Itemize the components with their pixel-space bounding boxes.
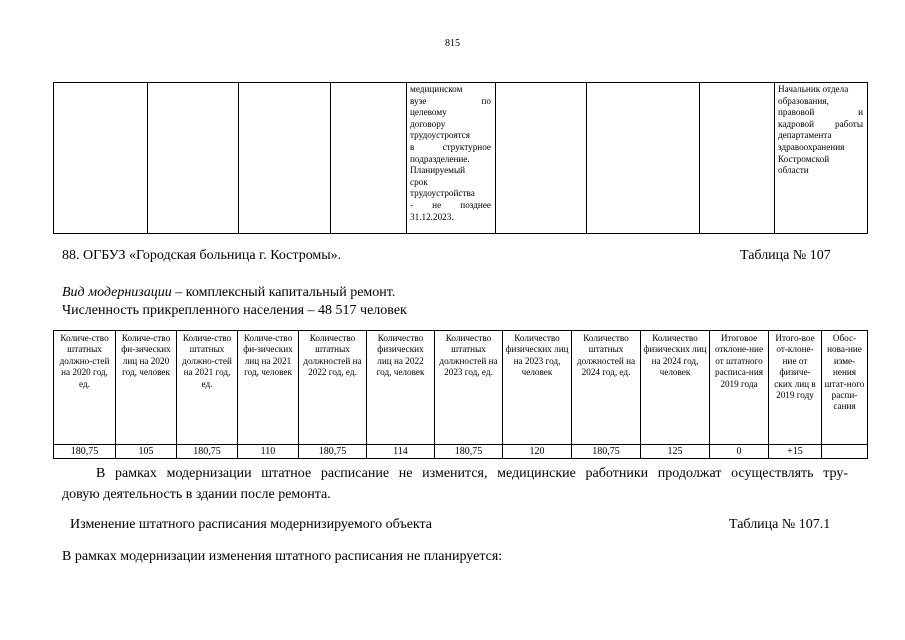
- measures-line: - не позднее: [410, 199, 491, 210]
- paragraph-line: довую деятельность в здании после ремонта.: [62, 487, 331, 502]
- continuation-cell-8: [700, 83, 775, 234]
- table-row: [54, 445, 868, 459]
- measures-line: договору: [410, 118, 446, 129]
- continuation-cell-3: [239, 83, 331, 234]
- table-cell: 180,75: [435, 445, 503, 459]
- column-header: Количе-ство фи-зических лиц на 2020 год, человек: [116, 331, 177, 445]
- paragraph-line: В рамках модернизации штатное расписание не изменится, медицинские работники продолжат осуществлять тру-: [96, 466, 848, 481]
- continuation-cell-6: [496, 83, 587, 234]
- continuation-cell-2: [148, 83, 239, 234]
- column-header: Количество штатных должностей на 2023 год, ед.: [435, 331, 503, 445]
- population-line: Численность прикрепленного населения – 48 517 человек: [62, 303, 407, 318]
- responsible-line: Костромской: [778, 153, 830, 164]
- table-cell: 114: [367, 445, 435, 459]
- column-header: Количество физических лиц на 2024 год, человек: [641, 331, 710, 445]
- modernization-label: Вид модернизации: [62, 285, 172, 300]
- measures-line: подразделение.: [410, 153, 470, 164]
- responsible-line: здравоохранения: [778, 141, 845, 152]
- table-cell: 180,75: [299, 445, 367, 459]
- column-header: Количе-ство штатных должно-стей на 2021 год, ед.: [177, 331, 238, 445]
- responsible-line: правовой и: [778, 107, 863, 118]
- modernization-value: – комплексный капитальный ремонт.: [171, 285, 396, 300]
- column-header: Обос-нова-ние изме-нения штат-ного распи-сания: [822, 331, 868, 445]
- column-header: Итоговое отклоне-ние от штатного расписа-ния 2019 года: [710, 331, 769, 445]
- table-cell: 105: [116, 445, 177, 459]
- page-number: 815: [445, 38, 460, 49]
- staff-change-title: Изменение штатного расписания модернизируемого объекта: [70, 517, 433, 532]
- measures-line: вузе по: [410, 95, 491, 106]
- continuation-table: [53, 82, 868, 234]
- responsible-line: кадровой работы: [778, 118, 863, 129]
- measures-line: в структурное: [410, 141, 491, 152]
- responsible-line: образования,: [778, 95, 829, 106]
- measures-line: целевому: [410, 107, 447, 118]
- column-header: Количество штатных должностей на 2024 год, ед.: [572, 331, 641, 445]
- column-header: Количе-ство фи-зических лиц на 2021 год, человек: [238, 331, 299, 445]
- continuation-cell-responsible: [775, 83, 868, 234]
- section-title: 88. ОГБУЗ «Городская больница г. Костромы».: [62, 248, 342, 263]
- measures-line: Планируемый: [410, 165, 466, 176]
- column-header: Количе-ство штатных должно-стей на 2020 год, ед.: [54, 331, 116, 445]
- measures-line: трудоустроятся: [410, 130, 471, 141]
- final-statement: В рамках модернизации изменения штатного расписания не планируется:: [62, 549, 503, 564]
- table-cell: [822, 445, 868, 459]
- continuation-cell-measures: [407, 83, 496, 234]
- table-number: Таблица № 107.1: [729, 517, 831, 532]
- staff-table: [53, 330, 868, 459]
- measures-line: 31.12.2023.: [410, 211, 454, 222]
- column-header: Количество физических лиц на 2022 год, человек: [367, 331, 435, 445]
- table-cell: 180,75: [177, 445, 238, 459]
- column-header: Итого-вое от-клоне-ние от физиче-ских лиц в 2019 году: [769, 331, 822, 445]
- table-cell: 180,75: [572, 445, 641, 459]
- table-header-row: [54, 331, 868, 445]
- table-cell: 180,75: [54, 445, 116, 459]
- table-cell: 120: [503, 445, 572, 459]
- table-number: Таблица № 107: [740, 248, 831, 263]
- table-cell: 110: [238, 445, 299, 459]
- table-cell: +15: [769, 445, 822, 459]
- measures-line: трудоустройства: [410, 188, 475, 199]
- column-header: Количество физических лиц на 2023 год, человек: [503, 331, 572, 445]
- measures-line: медицинском: [410, 84, 463, 94]
- continuation-cell-1: [54, 83, 148, 234]
- continuation-cell-7: [587, 83, 700, 234]
- responsible-line: департамента: [778, 130, 832, 141]
- column-header: Количество штатных должностей на 2022 год, ед.: [299, 331, 367, 445]
- measures-line: срок: [410, 176, 428, 187]
- table-cell: 0: [710, 445, 769, 459]
- responsible-line: Начальник отдела: [778, 84, 849, 94]
- continuation-cell-4: [331, 83, 407, 234]
- modernization-type: [62, 285, 395, 301]
- responsible-line: области: [778, 165, 809, 176]
- table-cell: 125: [641, 445, 710, 459]
- body-paragraph: [62, 463, 848, 505]
